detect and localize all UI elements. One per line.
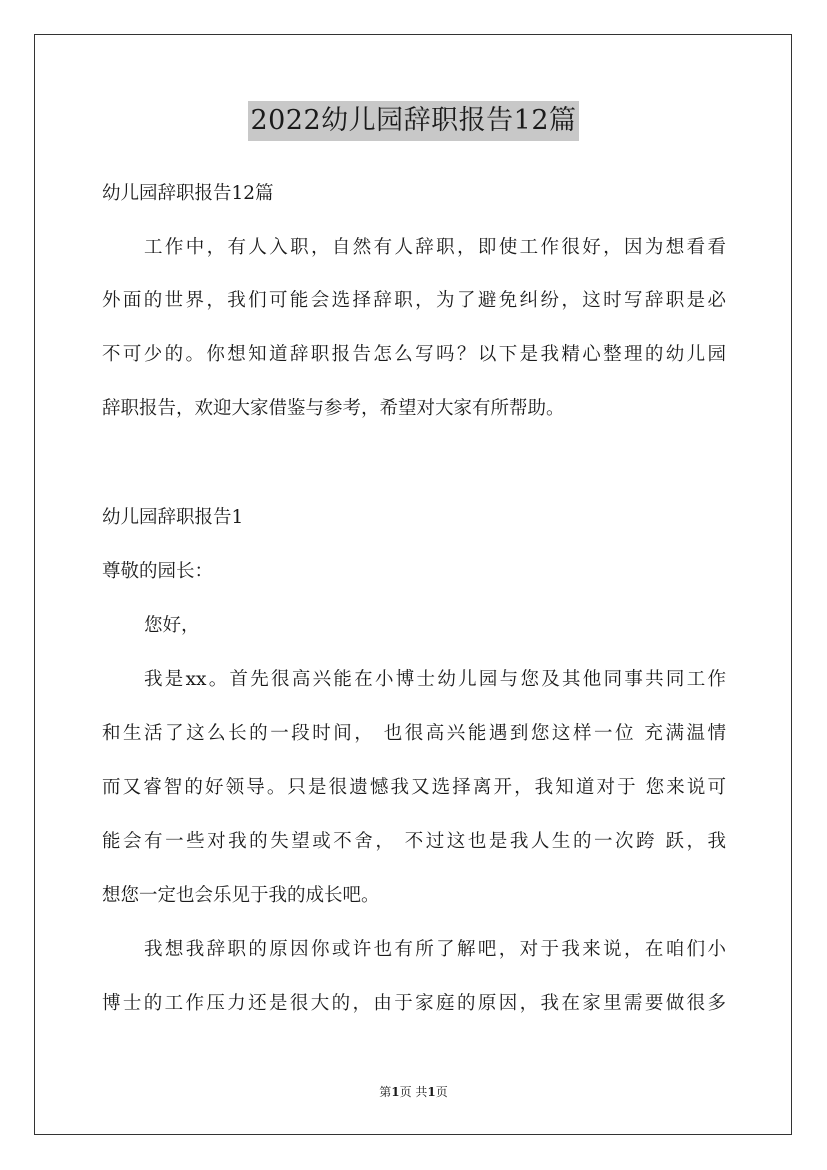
para1-line-5: 想您一定也会乐见于我的成长吧。 <box>102 885 380 906</box>
page-footer <box>0 1084 827 1100</box>
document-subtitle: 幼儿园辞职报告12篇 <box>102 183 274 204</box>
para1-line-3: 而又睿智的好领导。只是很遗憾我又选择离开，我知道对于 您来说可 <box>102 777 726 798</box>
page-mid: 页 共 <box>399 1085 428 1099</box>
page-number: 1 <box>391 1085 400 1099</box>
intro-line-2: 外面的世界，我们可能会选择辞职，为了避免纠纷，这时写辞职是必 <box>102 290 726 311</box>
section-heading: 幼儿园辞职报告1 <box>102 507 244 528</box>
page-total: 1 <box>427 1085 436 1099</box>
para2-line-2: 博士的工作压力还是很大的，由于家庭的原因，我在家里需要做很多 <box>102 993 726 1014</box>
intro-line-1: 工作中，有人入职，自然有人辞职，即使工作很好，因为想看看 <box>144 237 726 258</box>
para1-line-2: 和生活了这么长的一段时间， 也很高兴能遇到您这样一位 充满温情 <box>102 723 726 744</box>
para1-line-1: 我是xx。首先很高兴能在小博士幼儿园与您及其他同事共同工作 <box>144 669 726 690</box>
document-title: 2022幼儿园辞职报告12篇 <box>248 101 578 141</box>
intro-line-3: 不可少的。你想知道辞职报告怎么写吗？以下是我精心整理的幼儿园 <box>102 344 726 365</box>
intro-line-4: 辞职报告，欢迎大家借鉴与参考，希望对大家有所帮助。 <box>102 398 565 419</box>
para1-line-4: 能会有一些对我的失望或不舍， 不过这也是我人生的一次跨 跃，我 <box>102 831 726 852</box>
title-container <box>0 101 827 141</box>
page-suffix: 页 <box>435 1085 448 1099</box>
para2-line-1: 我想我辞职的原因你或许也有所了解吧，对于我来说，在咱们小 <box>144 939 726 960</box>
salutation: 尊敬的园长： <box>102 561 214 582</box>
page-prefix: 第 <box>379 1085 392 1099</box>
greeting: 您好， <box>144 615 200 636</box>
